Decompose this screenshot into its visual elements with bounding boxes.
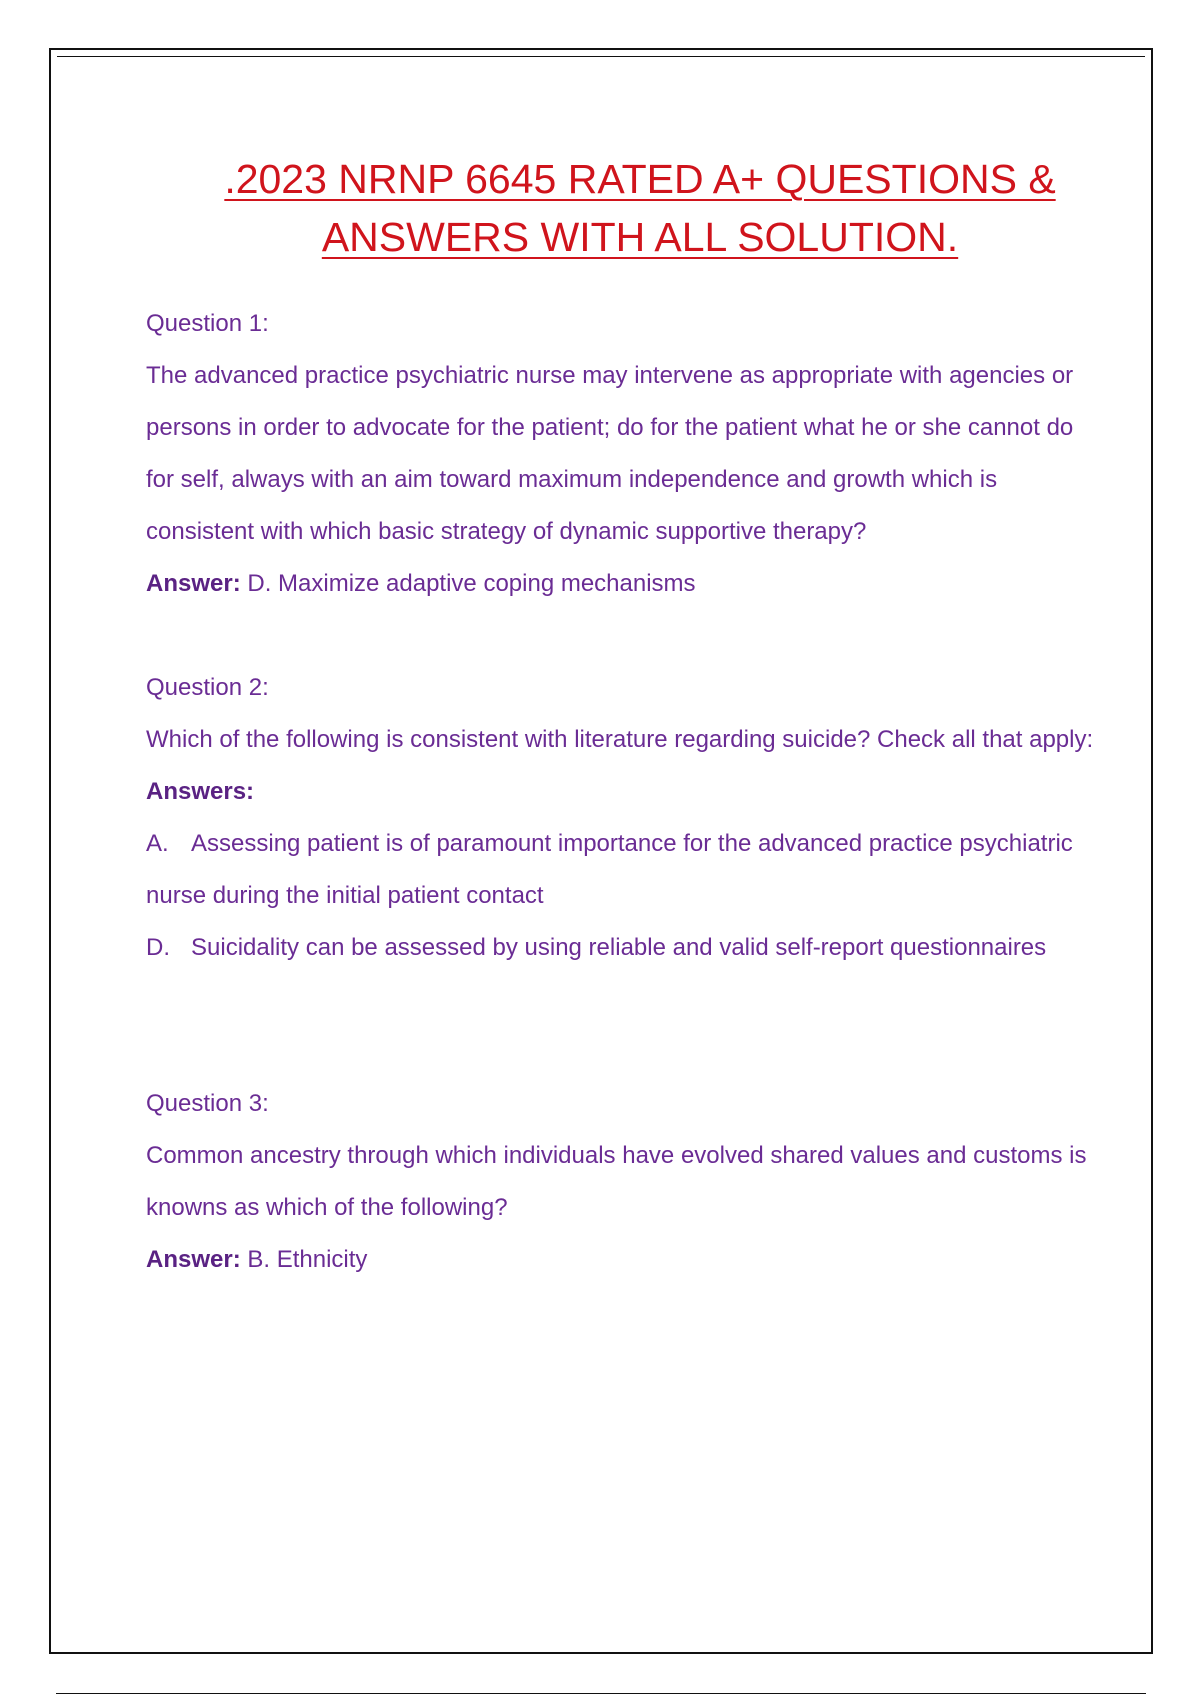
document-title: [150, 150, 1130, 266]
answer-line: [146, 1234, 1096, 1286]
option-letter: A.: [146, 830, 169, 857]
spacer: [146, 974, 1096, 1078]
answer-line: [146, 558, 1096, 610]
answer-text: D. Maximize adaptive coping mechanisms: [240, 570, 696, 597]
answer-option: [146, 818, 1096, 922]
question-block: [146, 662, 1096, 974]
question-text: Common ancestry through which individuals have evolved shared values and customs is knowns as which of the following?: [146, 1142, 1087, 1221]
option-text: Suicidality can be assessed by using reliable and valid self-report questionnaires: [191, 934, 1047, 961]
option-letter: D.: [146, 934, 170, 961]
question-block: [146, 298, 1096, 610]
question-heading: Question 2:: [146, 674, 269, 701]
answer-label: Answer:: [146, 570, 241, 597]
answer-label: Answer:: [146, 1246, 241, 1273]
document-title-line-1: .2023 NRNP 6645 RATED A+ QUESTIONS &: [224, 156, 1056, 202]
question-heading: Question 1:: [146, 310, 269, 337]
document-title-line-2: ANSWERS WITH ALL SOLUTION.: [321, 214, 959, 260]
answer-option: [146, 922, 1096, 974]
question-text: Which of the following is consistent with literature regarding suicide? Check all that apply:: [146, 726, 1094, 753]
top-rule: [57, 56, 1145, 57]
question-heading: Question 3:: [146, 1090, 269, 1117]
question-block: [146, 1078, 1096, 1286]
bottom-rule: [56, 1693, 1146, 1694]
answer-label: Answers:: [146, 778, 255, 805]
question-text: The advanced practice psychiatric nurse may intervene as appropriate with agencies or persons in order to advocate for the patient; do for the patient what he or she cannot do for self, always with an aim toward maximum independence and growth which is consistent with which basic strategy of dynamic supportive therapy?: [146, 362, 1074, 545]
option-text: Assessing patient is of paramount importance for the advanced practice psychiatric nurse during the initial patient contact: [146, 830, 1073, 909]
questions-section: [146, 298, 1096, 1286]
answer-text: B. Ethnicity: [240, 1246, 368, 1273]
spacer: [146, 610, 1096, 662]
